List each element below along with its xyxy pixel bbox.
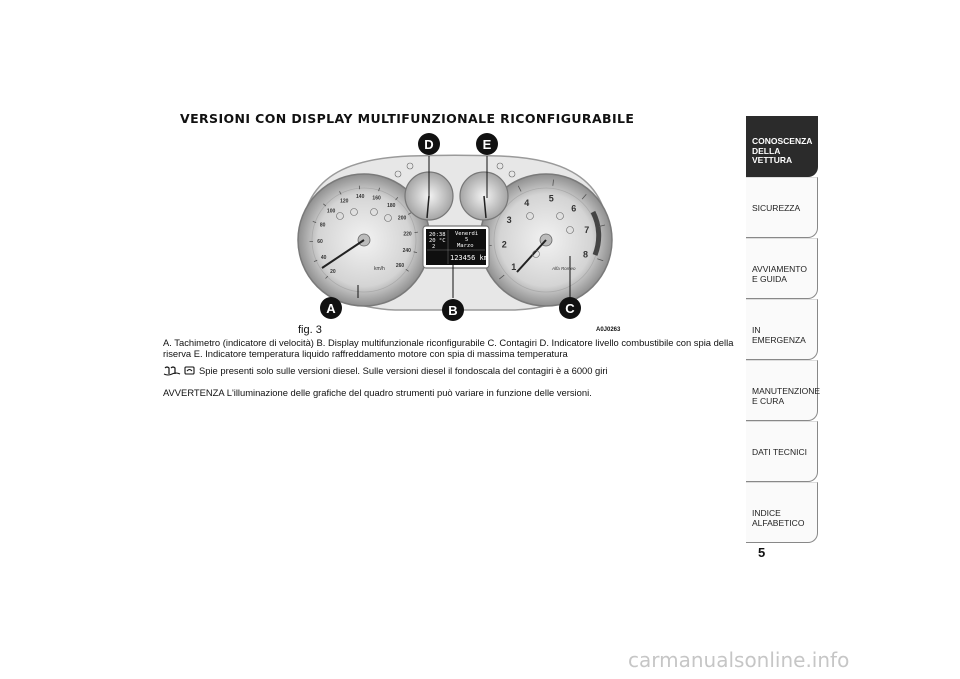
display-day-name: Venerdì (455, 231, 479, 237)
diesel-note (163, 365, 608, 376)
callout-label-e: E (482, 137, 492, 152)
diesel-filter-icon (184, 365, 195, 376)
tachometer-tick-label: 3 (506, 215, 512, 226)
note-icons (163, 365, 195, 376)
tachometer-tick-label: 2 (501, 239, 507, 250)
display-time: 20:38 (429, 232, 446, 238)
section-title: VERSIONI CON DISPLAY MULTIFUNZIONALE RICONFIGURABILE (180, 111, 635, 126)
callout-label-a: A (326, 301, 336, 316)
display-gear: 2 (432, 244, 436, 250)
display-day-number: 5 (465, 237, 469, 243)
chapter-tab-label: MANUTENZIONE E CURA (752, 386, 820, 406)
speedometer-tick-label: 120 (340, 198, 349, 205)
chapter-tab[interactable] (746, 421, 818, 482)
chapter-tab[interactable] (746, 238, 818, 299)
warning-text: AVVERTENZA L'illuminazione delle grafiche del quadro strumenti può variare in funzione delle versioni. (163, 387, 592, 398)
tachometer-tick-label: 4 (524, 197, 530, 208)
speedometer-tick-mark (415, 232, 418, 233)
speedometer-tick-label: 20 (330, 268, 336, 275)
display-temperature: 20 °C (429, 238, 446, 244)
glow-plug-icon (163, 366, 181, 376)
chapter-tab[interactable] (746, 482, 818, 543)
speedometer-tick-label: 100 (326, 208, 336, 215)
speedometer-tick-label: 220 (403, 231, 412, 238)
tachometer-tick-label: 7 (584, 224, 590, 235)
chapter-tab[interactable] (746, 116, 818, 177)
figure-legend: A. Tachimetro (indicatore di velocità) B. Display multifunzionale riconfigurabile C. Contagiri D. Indicatore livello combustibile con spia della riserva E. Indicatore temperatura liquido raffreddamento motore con spia di massima temperatura (163, 337, 734, 359)
chapter-tab[interactable] (746, 360, 818, 421)
speedometer-tick-label: 240 (402, 247, 411, 254)
figure-caption: fig. 3 (298, 324, 322, 336)
speedometer-tick-label: 180 (387, 203, 396, 210)
speedometer-tick-label: 40 (320, 255, 327, 262)
chapter-tab-label: AVVIAMENTO E GUIDA (752, 264, 807, 284)
speed-unit: km/h (374, 266, 385, 272)
callout-label-d: D (424, 137, 434, 152)
tachometer-tick-label: 5 (548, 193, 554, 204)
callout-label-c: C (565, 301, 575, 316)
speedometer-tick-label: 160 (372, 195, 381, 202)
speedometer-tick-label: 140 (356, 193, 365, 200)
diesel-note-text: Spie presenti solo sulle versioni diesel. Sulle versioni diesel il fondoscala del contagiri è a 6000 giri (199, 365, 608, 376)
chapter-tab-label: IN EMERGENZA (752, 325, 806, 345)
display-odometer: 123456 km (450, 254, 488, 262)
speedometer-tick-label: 60 (317, 239, 323, 245)
chapter-tab-label: INDICE ALFABETICO (752, 508, 805, 528)
speedometer-tick-label: 260 (395, 263, 405, 269)
figure-code: A0J0263 (596, 327, 621, 333)
chapter-tab[interactable] (746, 299, 818, 360)
callout-label-b: B (448, 303, 458, 318)
chapter-tab-label: SICUREZZA (752, 203, 801, 213)
chapter-sidebar (746, 116, 818, 543)
tachometer-tick-label: 6 (571, 203, 577, 214)
tach-brand: Alfa Romeo (552, 266, 576, 271)
watermark: carmanualsonline.info (628, 648, 850, 672)
display-month: Marzo (457, 243, 474, 249)
chapter-tab-label: DATI TECNICI (752, 447, 807, 457)
tachometer-tick-label: 1 (511, 262, 517, 273)
instrument-cluster-drawing (290, 130, 620, 335)
speedometer-tick-label: 80 (319, 222, 326, 229)
chapter-tab-label: CONOSCENZA DELLA VETTURA (752, 136, 813, 165)
instrument-cluster-figure (290, 130, 620, 335)
page-number: 5 (758, 545, 766, 560)
tachometer-tick-label: 8 (582, 249, 589, 260)
speedometer-tick-label: 200 (397, 215, 407, 222)
chapter-tab[interactable] (746, 177, 818, 238)
